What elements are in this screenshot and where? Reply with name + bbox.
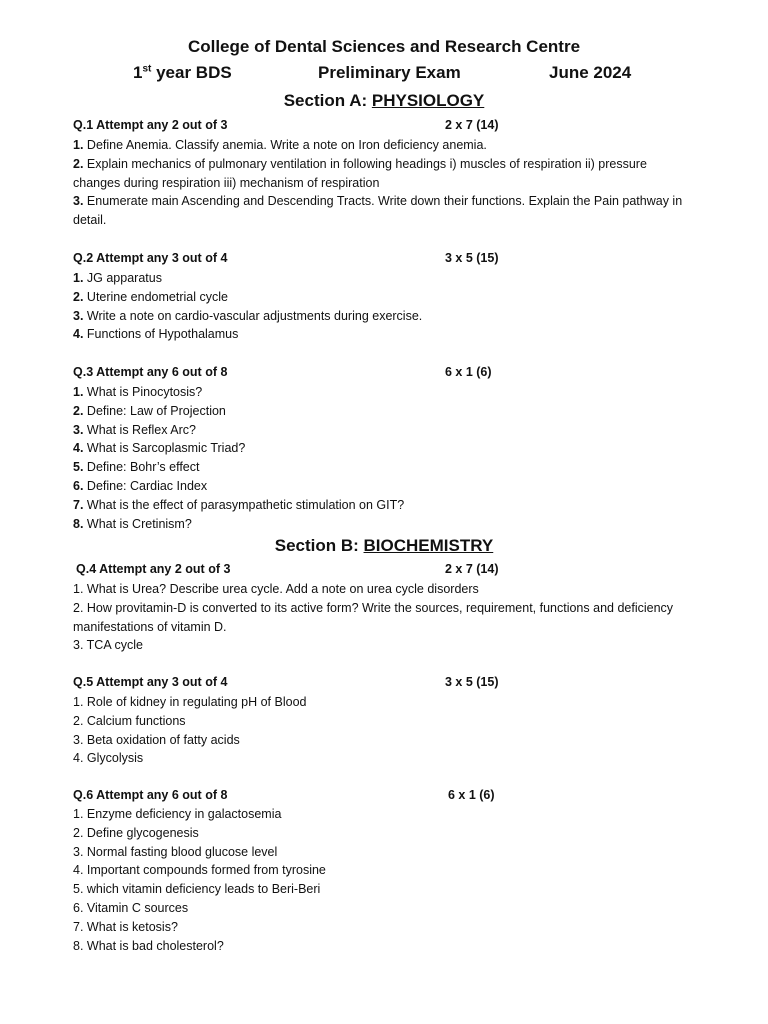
- question-title: Q.5 Attempt any 3 out of 4: [73, 675, 228, 689]
- question-title: Q.3 Attempt any 6 out of 8: [73, 365, 228, 379]
- list-item: 8. What is Cretinism?: [73, 516, 192, 531]
- question-marks: 3 x 5 (15): [445, 251, 499, 265]
- question-items-q6: [73, 805, 695, 955]
- question-items-q3: [73, 383, 695, 533]
- question-items-q1: [73, 136, 695, 230]
- list-item: 1. Role of kidney in regulating pH of Blood: [73, 695, 307, 709]
- list-item: 2. How provitamin-D is converted to its active form? Write the sources, requirement, functions and deficiency manifestations of vitamin D.: [73, 600, 674, 634]
- list-item: 2. Define glycogenesis: [73, 825, 199, 840]
- list-item: 4. Functions of Hypothalamus: [73, 327, 239, 342]
- section-a-prefix: Section A:: [283, 91, 372, 110]
- section-a-title: [0, 91, 768, 111]
- list-item: 1. Define Anemia. Classify anemia. Write a note on Iron deficiency anemia.: [73, 138, 487, 152]
- year-suffix: st: [142, 63, 152, 75]
- list-item: 6. Vitamin C sources: [73, 900, 189, 915]
- list-item: 6. Define: Cardiac Index: [73, 478, 208, 493]
- list-item: 4. Important compounds formed from tyrosine: [73, 863, 326, 878]
- section-a-subject: PHYSIOLOGY: [371, 91, 485, 110]
- question-items-q2: [73, 269, 695, 344]
- question-marks: 6 x 1 (6): [445, 365, 492, 379]
- section-b-title: [0, 536, 768, 556]
- list-item: 5. which vitamin deficiency leads to Beri-Beri: [73, 882, 321, 897]
- year-text: year BDS: [151, 63, 232, 82]
- list-item: 4. What is Sarcoplasmic Triad?: [73, 441, 246, 456]
- list-item: 1. What is Urea? Describe urea cycle. Add a note on urea cycle disorders: [73, 582, 479, 596]
- list-item: 7. What is ketosis?: [73, 919, 178, 934]
- college-title: College of Dental Sciences and Research Centre: [187, 37, 581, 56]
- question-marks: 3 x 5 (15): [445, 675, 499, 689]
- question-header-q1: [73, 118, 693, 136]
- list-item: 2. Explain mechanics of pulmonary ventilation in following headings i) muscles of respiration ii) pressure changes during respiration iii) mechanism of respiration: [73, 156, 647, 190]
- question-title: Q.1 Attempt any 2 out of 3: [73, 118, 228, 132]
- question-title: Q.6 Attempt any 6 out of 8: [73, 788, 228, 802]
- list-item: 1. Enzyme deficiency in galactosemia: [73, 807, 282, 821]
- question-header-q4: [76, 562, 696, 580]
- question-header-q2: [73, 251, 693, 269]
- list-item: 3. Normal fasting blood glucose level: [73, 844, 278, 859]
- list-item: 2. Define: Law of Projection: [73, 403, 226, 418]
- question-header-q3: [73, 365, 693, 383]
- list-item: 1. What is Pinocytosis?: [73, 385, 203, 399]
- list-item: 2. Calcium functions: [73, 713, 186, 728]
- list-item: 5. Define: Bohr’s effect: [73, 460, 200, 475]
- question-title: Q.2 Attempt any 3 out of 4: [73, 251, 228, 265]
- question-items-q4: [73, 580, 695, 655]
- exam-info-row: [0, 63, 768, 85]
- section-b-subject: BIOCHEMISTRY: [363, 536, 494, 555]
- question-header-q5: [73, 675, 693, 693]
- list-item: 3. Enumerate main Ascending and Descending Tracts. Write down their functions. Explain the Pain pathway in detail.: [73, 194, 683, 228]
- question-marks: 2 x 7 (14): [445, 562, 499, 576]
- year-label: [133, 63, 232, 83]
- list-item: 3. Beta oxidation of fatty acids: [73, 732, 240, 747]
- list-item: 4. Glycolysis: [73, 751, 144, 766]
- question-marks: 6 x 1 (6): [448, 788, 495, 802]
- list-item: 8. What is bad cholesterol?: [73, 938, 224, 953]
- question-title: Q.4 Attempt any 2 out of 3: [76, 562, 231, 576]
- list-item: 3. Write a note on cardio-vascular adjustments during exercise.: [73, 308, 423, 323]
- question-header-q6: [73, 788, 693, 806]
- list-item: 3. TCA cycle: [73, 638, 143, 653]
- exam-date: June 2024: [549, 63, 632, 82]
- exam-name: Preliminary Exam: [318, 63, 461, 82]
- list-item: 7. What is the effect of parasympathetic stimulation on GIT?: [73, 497, 405, 512]
- section-b-prefix: Section B:: [274, 536, 364, 555]
- list-item: 1. JG apparatus: [73, 271, 162, 285]
- list-item: 2. Uterine endometrial cycle: [73, 289, 228, 304]
- list-item: 3. What is Reflex Arc?: [73, 422, 196, 437]
- question-marks: 2 x 7 (14): [445, 118, 499, 132]
- year-number: 1: [133, 63, 143, 82]
- question-items-q5: [73, 693, 695, 768]
